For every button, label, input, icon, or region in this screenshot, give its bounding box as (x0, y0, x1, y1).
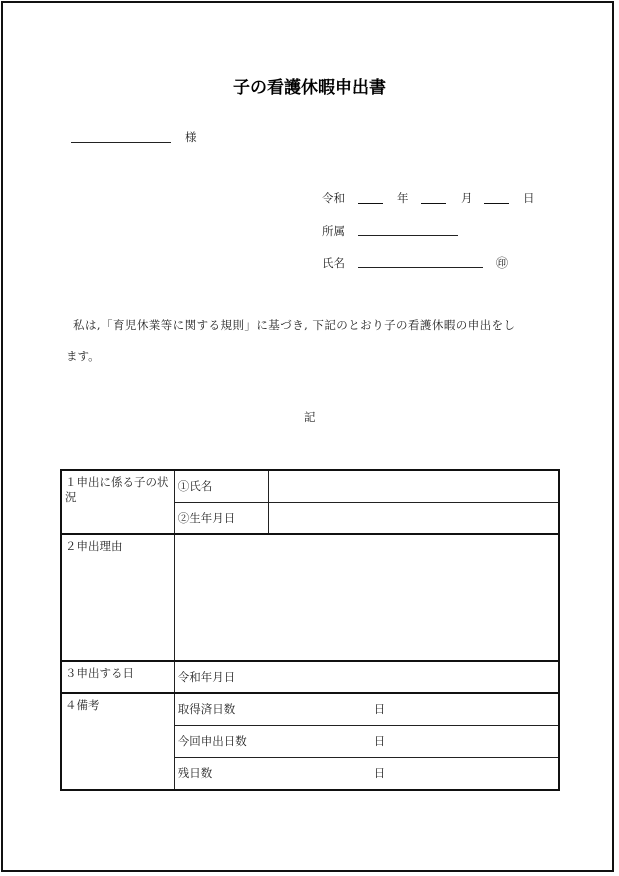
addressee-suffix: 様 (185, 130, 197, 144)
applicant-name-line (358, 267, 483, 268)
reason-value (174, 534, 559, 661)
note-item-unit: 日 (373, 734, 386, 748)
note-item (174, 693, 559, 725)
date-year-unit: 年 (397, 191, 409, 205)
child-name-label: ①氏名 (174, 470, 269, 502)
note-item (174, 757, 559, 790)
body-text-line-2: ます。 (66, 349, 100, 363)
note-item-unit: 日 (373, 766, 386, 781)
row4-label: ４備考 (61, 693, 174, 790)
requested-date-value: 令和年月日 (174, 661, 559, 693)
body-text-line-1: 私は,「育児休業等に関する規則」に基づき, 下記のとおり子の看護休暇の申出をし (73, 318, 516, 332)
row2-label: ２申出理由 (61, 534, 174, 661)
note-item-label: 残日数 (177, 766, 213, 781)
page-title: 子の看護休暇申出書 (233, 78, 386, 98)
affiliation-line (358, 235, 458, 236)
date-era: 令和 (322, 191, 345, 205)
date-day-unit: 日 (523, 191, 535, 205)
note-item-label: 取得済日数 (177, 702, 236, 717)
note-item (174, 725, 559, 757)
seal-mark: ㊞ (496, 256, 509, 270)
ki-heading: 記 (304, 410, 316, 424)
date-month-line (421, 203, 446, 204)
row3-label: ３申出する日 (61, 661, 174, 693)
date-year-line (358, 203, 383, 204)
note-item-unit: 日 (373, 702, 386, 717)
applicant-name-label: 氏名 (322, 256, 345, 270)
child-birthdate-label: ②生年月日 (174, 502, 269, 534)
addressee-name-line (71, 142, 171, 143)
date-month-unit: 月 (461, 191, 473, 205)
affiliation-label: 所属 (322, 224, 345, 238)
row1-label: １申出に係る子の状況 (61, 470, 174, 534)
note-item-label: 今回申出日数 (177, 734, 247, 748)
child-birthdate-value (269, 502, 559, 534)
date-day-line (484, 203, 509, 204)
application-table (60, 469, 560, 791)
child-name-value (269, 470, 559, 502)
